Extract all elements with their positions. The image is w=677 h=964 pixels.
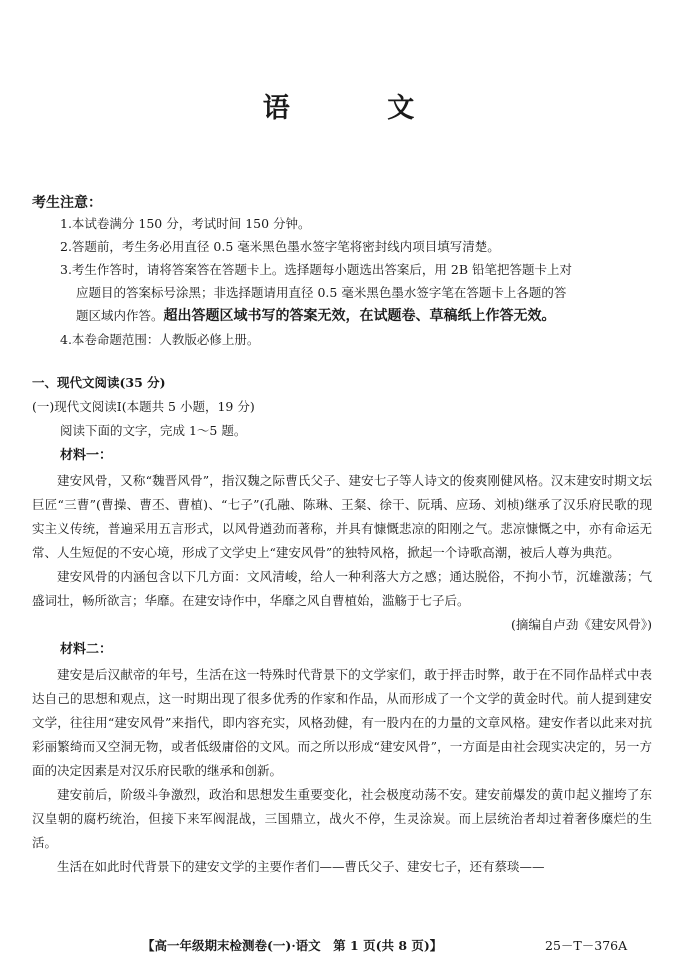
page-title: 语 文 — [262, 93, 459, 124]
material2-paragraph: 建安是后汉献帝的年号，生活在这一特殊时代背景下的文学家们，敢于抨击时弊，敢于在不同作品样式中表达自己的思想和观点，这一时期出现了很多优秀的作家和作品，从而形成了一个文学的黄金时代。前人提到建安文学，往往用“建安风骨”来指代，即内容充实，风格劲健，有一股内在的力量的文章风格。建安作者以此来对抗彩丽繁绮而又空洞无物，或者低级庸俗的文风。而之所以形成“建安风骨”，一方面是由社会现实决定的，另一方面的决定因素是对汉乐府民歌的继承和创新。 — [32, 667, 652, 778]
material2-paragraph: 建安前后，阶级斗争激烈，政治和思想发生重要变化，社会极度动荡不安。建安前爆发的黄巾起义摧垮了东汉皇朝的腐朽统治，但接下来军阀混战，三国鼎立，战火不停，生灵涂炭。而上层统治者却过着奢侈糜烂的生活。 — [32, 787, 652, 850]
footer-label: 【高一年级期末检测卷(一)·语文 第 1 页(共 8 页)】 — [142, 938, 443, 953]
notice-item: 3.考生作答时，请将答案答在答题卡上。选择题每小题选出答案后，用 2B 铅笔把答题卡上对 — [60, 262, 573, 277]
notice-item: 1.本试卷满分 150 分，考试时间 150 分钟。 — [60, 216, 311, 231]
instruction: 阅读下面的文字，完成 1～5 题。 — [60, 423, 247, 438]
material2-paragraph: 生活在如此时代背景下的建安文学的主要作者们——曹氏父子、建安七子，还有蔡琰—— — [57, 859, 545, 874]
section-heading: 一、现代文阅读(35 分) — [32, 375, 166, 390]
material1-heading: 材料一： — [60, 448, 113, 463]
footer-code: 25－T－376A — [545, 938, 628, 953]
notice-heading: 考生注意： — [32, 195, 102, 211]
notice-item-text: 题区域内作答。 — [76, 308, 164, 323]
notice-highlight: 超出答题区域书写的答案无效，在试题卷、草稿纸上作答无效。 — [163, 308, 556, 324]
material1-source: (摘编自卢劲《建安风骨》) — [510, 617, 652, 632]
material1-paragraph: 建安风骨，又称“魏晋风骨”，指汉魏之际曹氏父子、建安七子等人诗文的俊爽刚健风格。汉末建安时期文坛巨匠“三曹”(曹操、曹丕、曹植)、“七子”(孔融、陈琳、王粲、徐干、阮瑀、应玚、刘桢)继承了汉乐府民歌的现实主义传统，普遍采用五言形式，以风骨遒劲而著称，并具有慷慨悲凉的阳刚之气。悲凉慷慨之中，亦有命运无常、人生短促的不安心境，形成了文学史上“建安风骨”的独特风格，掀起一个诗歌高潮，被后人尊为典范。 — [32, 473, 652, 560]
notice-item: 应题目的答案标号涂黑；非选择题请用直径 0.5 毫米黑色墨水签字笔在答题卡上各题的答 — [76, 285, 567, 300]
notice-item-continued — [60, 304, 650, 328]
notice-list — [60, 212, 650, 351]
section-reading — [32, 371, 652, 879]
notice-item: 2.答题前，考生务必用直径 0.5 毫米黑色墨水签字笔将密封线内项目填写清楚。 — [60, 239, 500, 254]
subsection-heading: (一)现代文阅读Ⅰ(本题共 5 小题，19 分) — [32, 399, 255, 414]
notice-item: 4.本卷命题范围：人教版必修上册。 — [60, 332, 260, 347]
material1-paragraph: 建安风骨的内涵包含以下几方面：文风清峻，给人一种利落大方之感；通达脱俗，不拘小节，沉雄激荡；气盛词壮，畅所欲言；华靡。在建安诗作中，华靡之风自曹植始，滥觞于七子后。 — [32, 569, 652, 608]
material2-heading: 材料二： — [60, 642, 113, 657]
